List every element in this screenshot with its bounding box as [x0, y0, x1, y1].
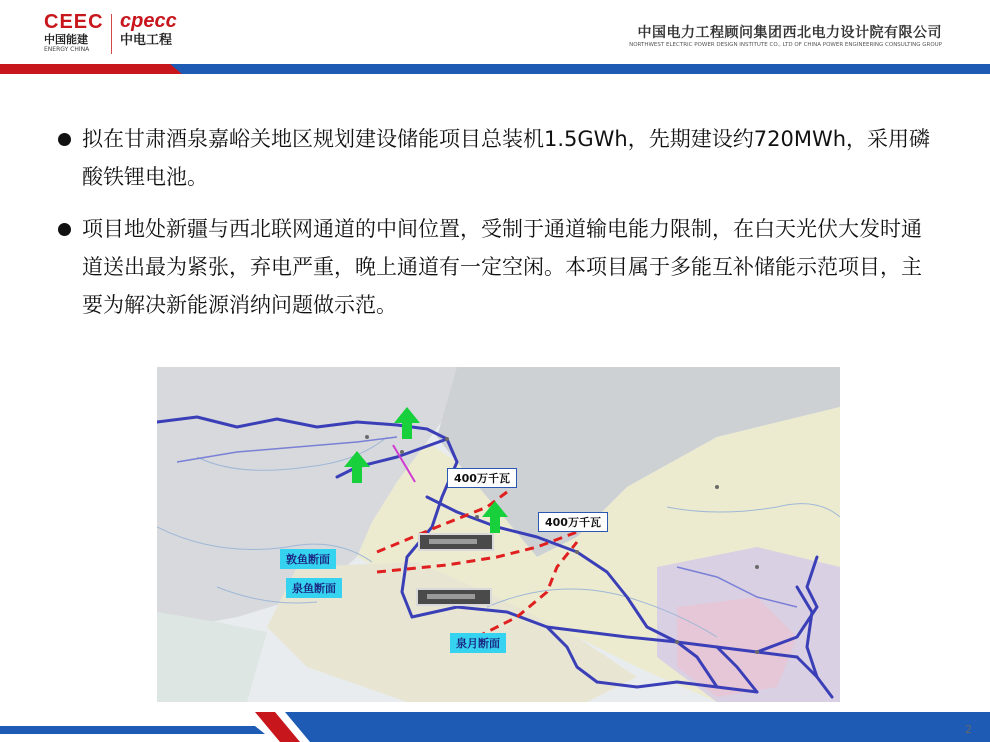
- ceec-logo: [44, 12, 104, 60]
- company-name: 中国电力工程顾问集团西北电力设计院有限公司: [637, 25, 942, 41]
- bullet-item: [58, 120, 938, 196]
- header: [0, 0, 990, 64]
- company-name-en: NORTHWEST ELECTRIC POWER DESIGN INSTITUTE CO., LTD OF CHINA POWER ENGINEERING CONSULTING GROUP: [629, 42, 942, 48]
- cpecc-logo-cn: 中电工程: [120, 33, 173, 48]
- cpecc-logo: [120, 10, 177, 49]
- footer-stripe: [0, 712, 990, 742]
- section-label-quanyue: 泉月断面: [450, 633, 506, 653]
- capacity-label: 400万千瓦: [447, 468, 517, 488]
- grid-map: [157, 367, 840, 702]
- ceec-logo-cn: 中国能建: [44, 33, 88, 46]
- logo-divider: [111, 14, 112, 54]
- bullet-dot-icon: [58, 133, 71, 146]
- capacity-label: 400万千瓦: [538, 512, 608, 532]
- page-number: 2: [965, 723, 972, 736]
- bullet-text: 拟在甘肃酒泉嘉峪关地区规划建设储能项目总装机1.5GWh，先期建设约720MWh，采用磷酸铁锂电池。: [82, 127, 931, 189]
- section-label-dunyu: 敦鱼断面: [280, 549, 336, 569]
- bullet-text: 项目地处新疆与西北联网通道的中间位置，受制于通道输电能力限制，在白天光伏大发时通道送出最为紧张，弃电严重，晚上通道有一定空闲。本项目属于多能互补储能示范项目，主要为解决新能源消纳问题做示范。: [82, 217, 922, 317]
- slide-content: [58, 120, 938, 338]
- ceec-logo-en: ENERGY CHINA: [44, 46, 90, 53]
- section-label-quanyu: 泉鱼断面: [286, 578, 342, 598]
- bullet-dot-icon: [58, 223, 71, 236]
- cpecc-logo-mark: cpecc: [120, 10, 177, 32]
- bullet-item: [58, 210, 938, 324]
- ceec-logo-mark: CEEC: [44, 11, 104, 33]
- header-stripe: [0, 64, 990, 74]
